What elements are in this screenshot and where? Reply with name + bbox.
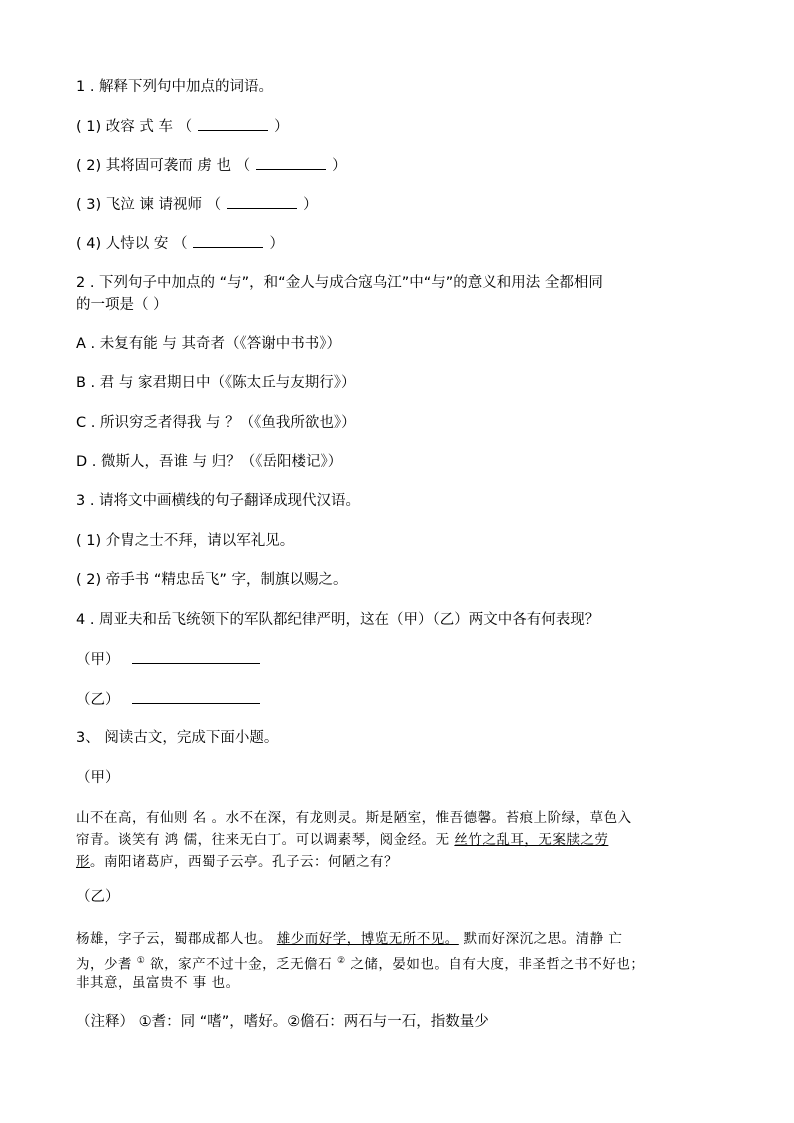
- q1-title: 1 . 解释下列句中加点的词语。: [76, 79, 274, 95]
- q2-option-b: B . 君 与 家君期日中（《陈太丘与友期行》）: [76, 375, 356, 391]
- passage-jia-line-3: 形。南阳诸葛庐，西蜀子云亭。孔子云：何陋之有？: [76, 854, 398, 870]
- passage-yi-line-1: 杨雄，字子云，蜀郡成都人也。 雄少而好学，博览无所不见。 默而好深沉之思。清静 亡: [76, 931, 623, 947]
- passage-jia-label: （甲）: [76, 770, 120, 786]
- q3-title: 3 . 请将文中画横线的句子翻译成现代汉语。: [76, 493, 361, 509]
- q4-jia-answer: （甲）: [76, 649, 260, 670]
- q2-option-d: D . 微斯人，吾谁 与 归？（《岳阳楼记》）: [76, 454, 343, 470]
- footnote-mark-2: ②: [336, 956, 346, 966]
- q4-title: 4 . 周亚夫和岳飞统领下的军队都纪律严明，这在（甲）（乙）两文中各有何表现？: [76, 612, 600, 628]
- passage-yi-line-2: 为，少耆 ① 欲，家产不过十金，乏无儋石 ② 之储，晏如也。自有大度，非圣哲之书不好也；: [76, 956, 645, 973]
- footnote-mark-1: ①: [136, 956, 146, 966]
- q3-item-2: ( 2) 帝手书 “精忠岳飞” 字，制旗以赐之。: [76, 572, 348, 588]
- q2-option-c: C . 所识穷乏者得我 与 ？（《鱼我所欲也》）: [76, 415, 356, 431]
- passage-yi-label: （乙）: [76, 889, 120, 905]
- underlined-sentence: 丝竹之乱耳，无案牍之劳: [454, 832, 609, 848]
- q3-item-1: ( 1) 介胄之士不拜，请以军礼见。: [76, 533, 295, 549]
- q2-title-line-1: 2 . 下列句子中加点的 “与”，和“金人与成合寇乌江”中“与”的意义和用法 全都相同: [76, 275, 603, 291]
- reading-title: 3、 阅读古文，完成下面小题。: [76, 730, 279, 746]
- q1-item-3: ( 3) 飞泣 谏 请视师 （ ）: [76, 194, 318, 215]
- answer-blank[interactable]: [132, 689, 260, 704]
- q4-yi-answer: （乙）: [76, 689, 260, 710]
- answer-blank[interactable]: [256, 155, 326, 170]
- underlined-sentence: 形: [76, 854, 90, 870]
- q1-item-4: ( 4) 人恃以 安 （ ）: [76, 233, 284, 254]
- q2-option-a: A . 未复有能 与 其奇者（《答谢中书书》）: [76, 336, 341, 352]
- passage-jia-line-1: 山不在高，有仙则 名 。水不在深，有龙则灵。斯是陋室，惟吾德馨。苔痕上阶绿，草色入: [76, 810, 632, 826]
- answer-blank[interactable]: [198, 116, 268, 131]
- q1-item-2: ( 2) 其将固可袭而 虏 也 （ ）: [76, 155, 347, 176]
- underlined-sentence: 雄少而好学，博览无所不见。: [276, 931, 459, 947]
- passage-yi-line-3: 非其意，虽富贵不 事 也。: [76, 975, 240, 991]
- annotation-note: （注释） ①耆：同 “嗜”，嗜好。②儋石：两石与一石，指数量少: [76, 1014, 489, 1030]
- q2-title-line-2: 的一项是（ ）: [76, 297, 168, 313]
- answer-blank[interactable]: [132, 649, 260, 664]
- answer-blank[interactable]: [193, 233, 263, 248]
- answer-blank[interactable]: [227, 194, 297, 209]
- passage-jia-line-2: 帘青。谈笑有 鸿 儒，往来无白丁。可以调素琴，阅金经。无 丝竹之乱耳，无案牍之劳: [76, 832, 609, 848]
- q1-item-1: ( 1) 改容 式 车 （ ）: [76, 116, 289, 137]
